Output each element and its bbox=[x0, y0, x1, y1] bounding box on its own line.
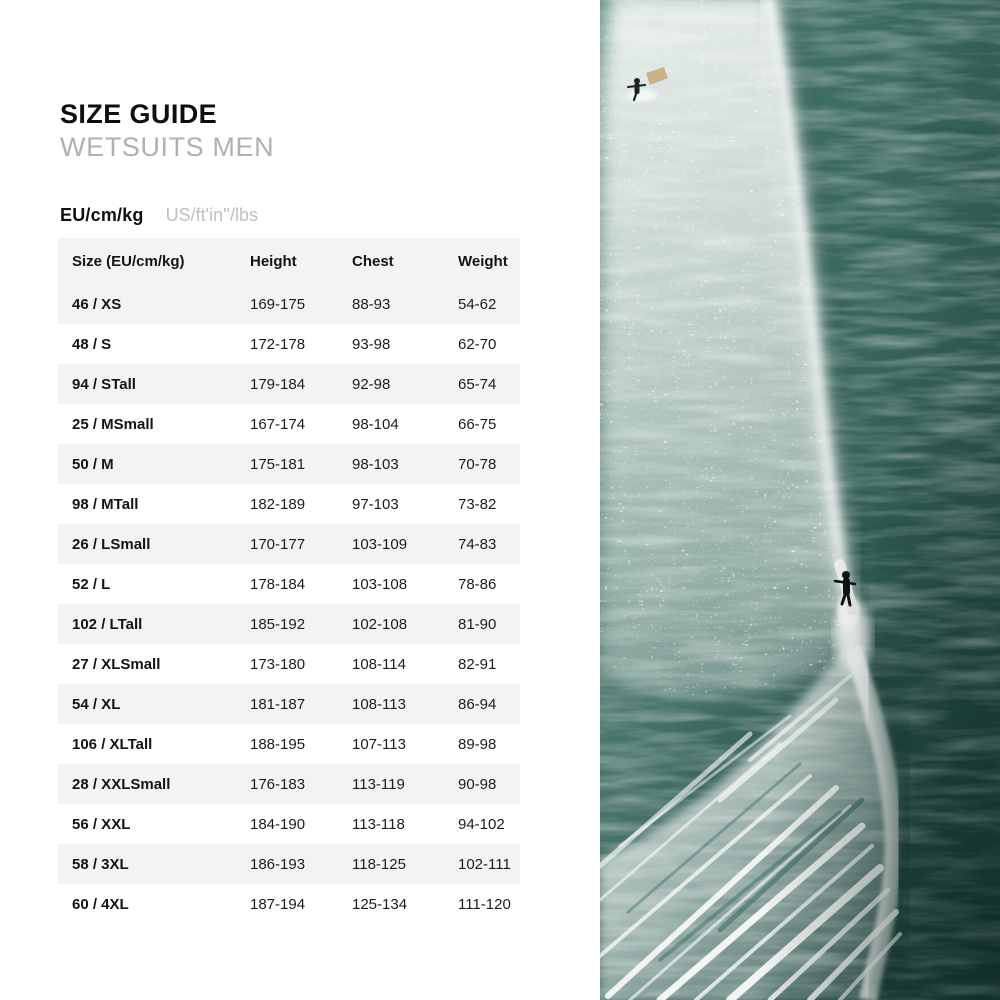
value-cell: 93-98 bbox=[352, 335, 391, 353]
size-cell: 25 / MSmall bbox=[72, 415, 154, 433]
value-cell: 111-120 bbox=[458, 895, 511, 913]
value-cell: 181-187 bbox=[250, 684, 352, 724]
size-cell: 50 / M bbox=[58, 444, 250, 484]
table-row bbox=[58, 484, 520, 524]
value-cell: 184-190 bbox=[250, 815, 306, 833]
table-row bbox=[58, 604, 520, 644]
value-cell: 108-114 bbox=[352, 655, 406, 673]
size-cell: 54 / XL bbox=[58, 684, 250, 724]
value-cell: 103-109 bbox=[352, 524, 458, 564]
value-cell: 170-177 bbox=[250, 524, 352, 564]
unit-option-metric[interactable]: EU/cm/kg bbox=[60, 205, 144, 225]
value-cell: 172-178 bbox=[250, 335, 306, 353]
value-cell: 98-104 bbox=[352, 415, 399, 433]
table-row bbox=[58, 284, 520, 324]
value-cell: 81-90 bbox=[458, 604, 520, 644]
size-table bbox=[58, 238, 520, 924]
value-cell: 54-62 bbox=[458, 284, 520, 324]
value-cell: 187-194 bbox=[250, 895, 306, 913]
value-cell: 185-192 bbox=[250, 604, 352, 644]
value-cell: 62-70 bbox=[458, 335, 497, 353]
value-cell: 113-119 bbox=[352, 764, 458, 804]
value-cell: 74-83 bbox=[458, 524, 520, 564]
value-cell: 167-174 bbox=[250, 415, 306, 433]
size-cell: 60 / 4XL bbox=[72, 895, 129, 913]
value-cell: 125-134 bbox=[352, 895, 408, 913]
table-row bbox=[58, 684, 520, 724]
value-cell: 179-184 bbox=[250, 364, 352, 404]
value-cell: 169-175 bbox=[250, 284, 352, 324]
column-header: Chest bbox=[352, 238, 458, 284]
size-cell: 46 / XS bbox=[58, 284, 250, 324]
size-cell: 26 / LSmall bbox=[58, 524, 250, 564]
size-cell: 28 / XXLSmall bbox=[58, 764, 250, 804]
value-cell: 178-184 bbox=[250, 575, 306, 593]
value-cell: 113-118 bbox=[352, 815, 405, 833]
ocean-photo-illustration bbox=[600, 0, 1000, 1000]
value-cell: 176-183 bbox=[250, 764, 352, 804]
value-cell: 78-86 bbox=[458, 575, 497, 593]
column-header: Size (EU/cm/kg) bbox=[58, 238, 250, 284]
value-cell: 102-108 bbox=[352, 604, 458, 644]
value-cell: 98-103 bbox=[352, 444, 458, 484]
size-cell: 98 / MTall bbox=[72, 495, 139, 513]
value-cell: 182-189 bbox=[250, 495, 306, 513]
size-table-head-row bbox=[58, 238, 520, 284]
size-table-head bbox=[58, 238, 520, 284]
value-cell: 97-103 bbox=[352, 495, 399, 513]
ocean-photo bbox=[600, 0, 1000, 1000]
value-cell: 82-91 bbox=[458, 655, 497, 673]
size-cell: 106 / XLTall bbox=[72, 735, 153, 753]
value-cell: 173-180 bbox=[250, 655, 306, 673]
table-row bbox=[58, 364, 520, 404]
value-cell: 188-195 bbox=[250, 735, 306, 753]
table-row bbox=[58, 764, 520, 804]
table-row bbox=[58, 524, 520, 564]
value-cell: 94-102 bbox=[458, 815, 505, 833]
value-cell: 103-108 bbox=[352, 575, 408, 593]
column-header: Weight bbox=[458, 238, 520, 284]
table-row bbox=[58, 444, 520, 484]
page-title: SIZE GUIDE bbox=[60, 99, 218, 129]
value-cell: 186-193 bbox=[250, 844, 352, 884]
value-cell: 66-75 bbox=[458, 415, 497, 433]
value-cell: 73-82 bbox=[458, 495, 497, 513]
unit-toggle bbox=[60, 205, 258, 226]
value-cell: 108-113 bbox=[352, 684, 458, 724]
size-cell: 58 / 3XL bbox=[58, 844, 250, 884]
table-row bbox=[58, 884, 520, 924]
value-cell: 118-125 bbox=[352, 844, 458, 884]
table-row bbox=[58, 644, 520, 684]
value-cell: 89-98 bbox=[458, 735, 497, 753]
page-subtitle: WETSUITS MEN bbox=[60, 132, 275, 162]
table-row bbox=[58, 564, 520, 604]
size-cell: 52 / L bbox=[72, 575, 111, 593]
value-cell: 92-98 bbox=[352, 364, 458, 404]
table-row bbox=[58, 324, 520, 364]
value-cell: 175-181 bbox=[250, 444, 352, 484]
size-cell: 48 / S bbox=[72, 335, 112, 353]
column-header: Height bbox=[250, 238, 352, 284]
table-row bbox=[58, 724, 520, 764]
size-cell: 56 / XXL bbox=[72, 815, 131, 833]
value-cell: 107-113 bbox=[352, 735, 406, 753]
table-row bbox=[58, 804, 520, 844]
value-cell: 86-94 bbox=[458, 684, 520, 724]
value-cell: 102-111 bbox=[458, 844, 520, 884]
value-cell: 65-74 bbox=[458, 364, 520, 404]
size-cell: 94 / STall bbox=[58, 364, 250, 404]
size-cell: 27 / XLSmall bbox=[72, 655, 161, 673]
size-cell: 102 / LTall bbox=[58, 604, 250, 644]
table-row bbox=[58, 844, 520, 884]
value-cell: 88-93 bbox=[352, 284, 458, 324]
table-row bbox=[58, 404, 520, 444]
value-cell: 90-98 bbox=[458, 764, 520, 804]
size-table-body bbox=[58, 284, 520, 924]
value-cell: 70-78 bbox=[458, 444, 520, 484]
unit-option-imperial[interactable]: US/ft'in''/lbs bbox=[165, 205, 258, 225]
